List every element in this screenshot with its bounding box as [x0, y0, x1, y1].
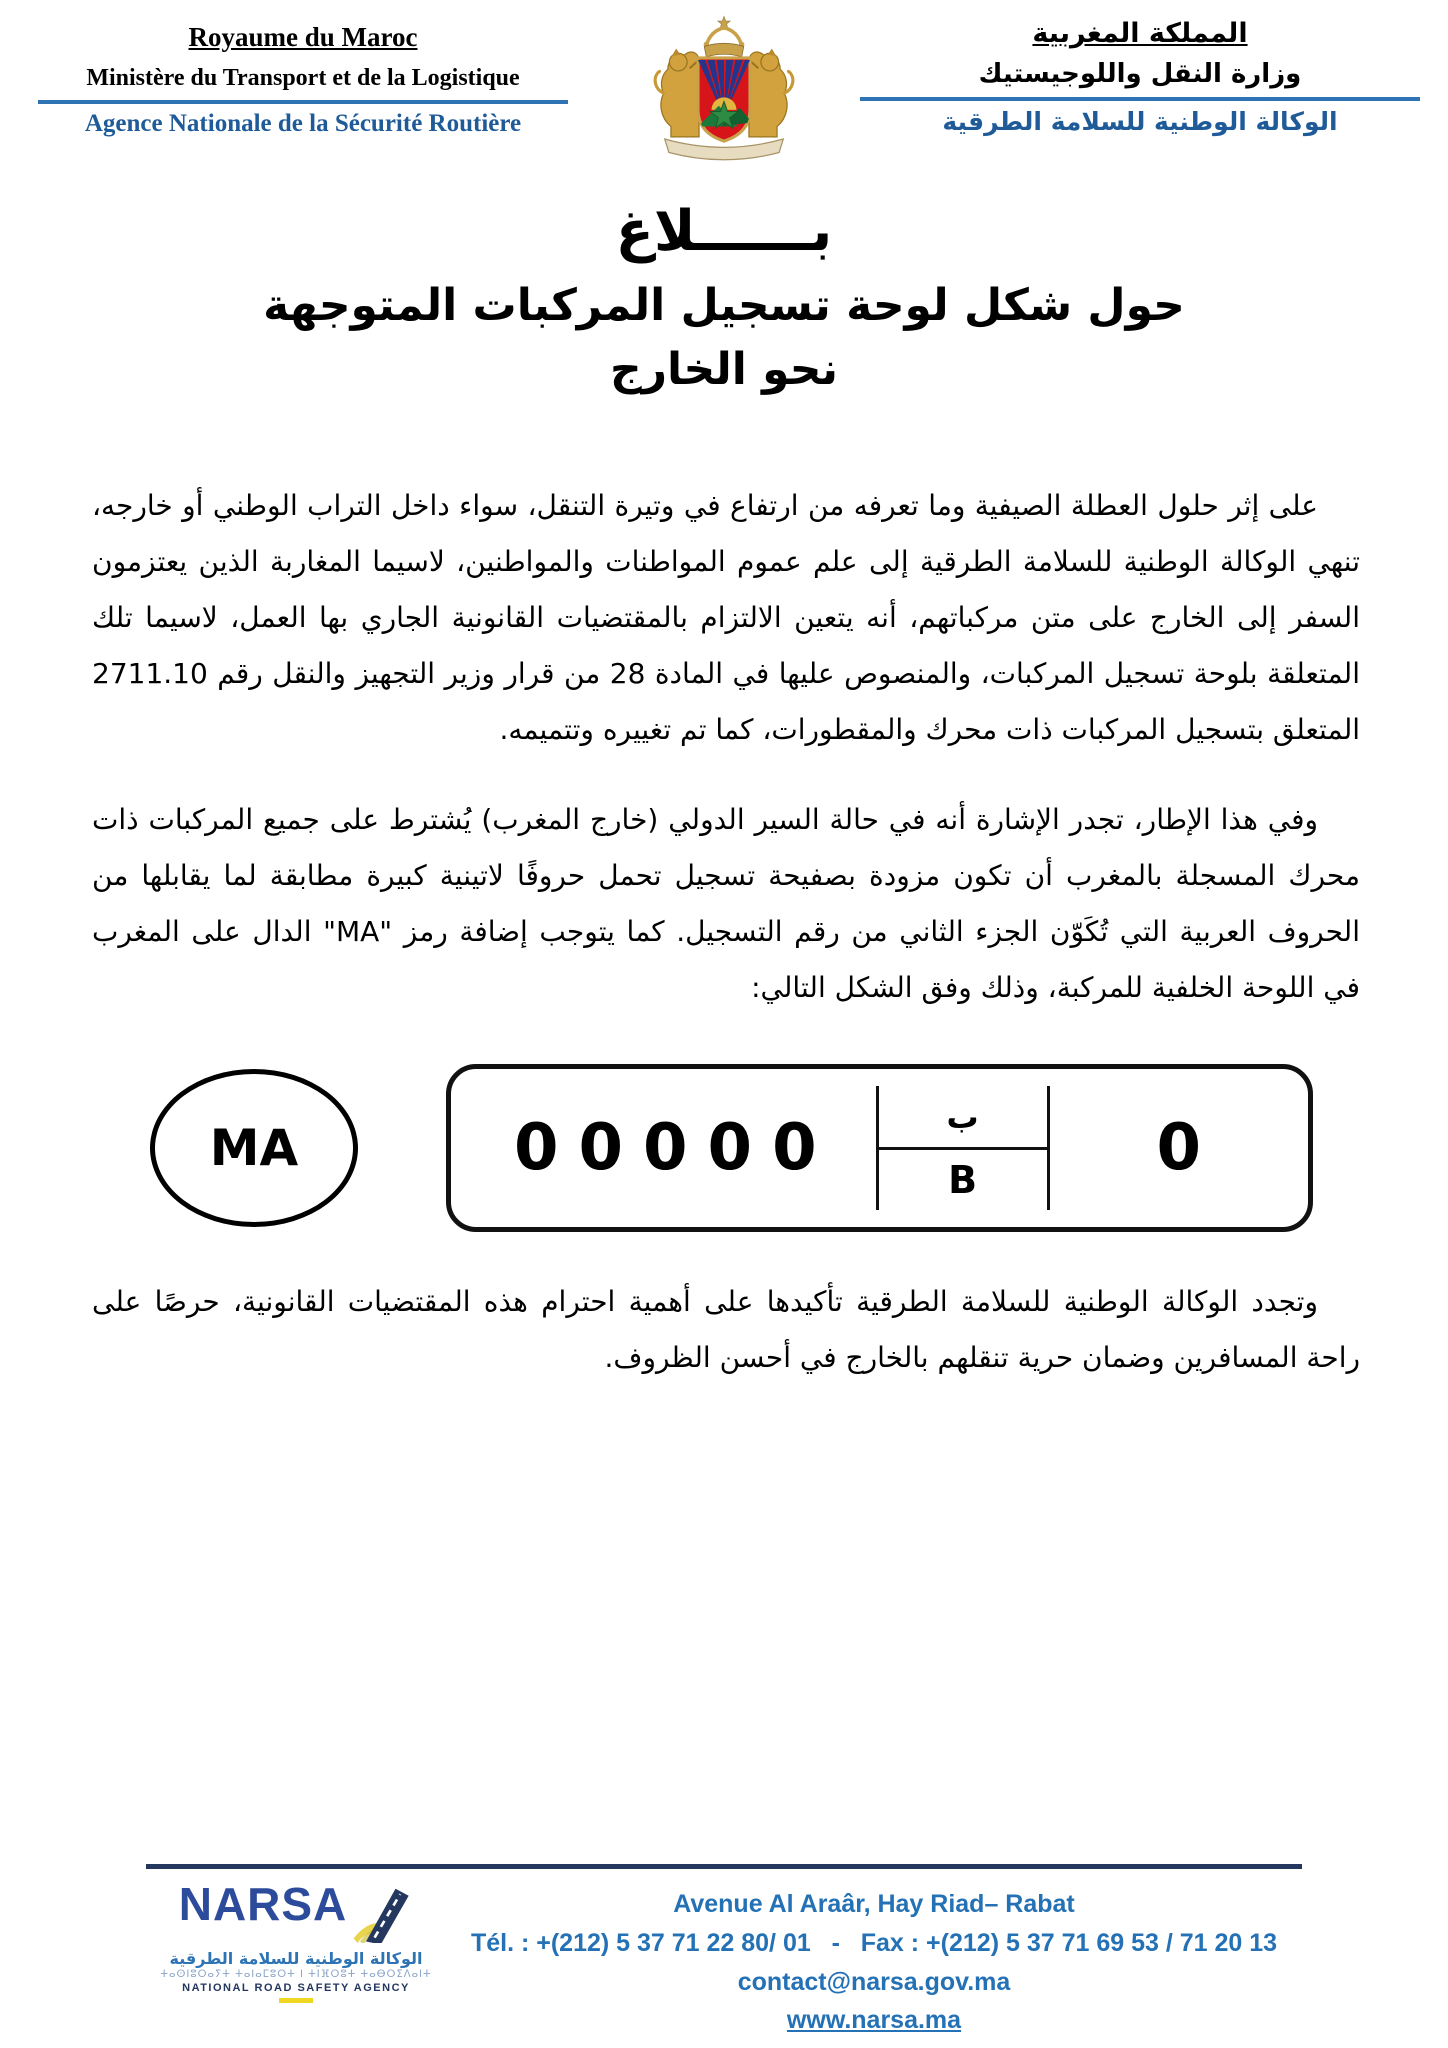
- footer-divider: [146, 1864, 1302, 1869]
- narsa-wordmark: NARSA: [178, 1878, 348, 1930]
- kingdom-title-fr: Royaume du Maroc: [188, 22, 418, 52]
- plate-outline: [446, 1064, 1313, 1232]
- header-arabic: [860, 18, 1420, 136]
- document-body: [0, 478, 1448, 1016]
- ministry-title-ar: وزارة النقل واللوجيستيك: [978, 59, 1302, 89]
- narsa-yellow-dash: [279, 1998, 313, 2003]
- footer-content: [146, 1877, 1302, 2040]
- footer-email: contact@narsa.gov.ma: [737, 1967, 1011, 1996]
- narsa-name-arabic: الوكالة الوطنية للسلامة الطرقية: [169, 1949, 423, 1968]
- paragraph-intro: على إثر حلول العطلة الصيفية وما تعرفه من ارتفاع في وتيرة التنقل، سواء داخل التراب الوطني أو خارجه، تنهي الوكالة الوطنية للسلامة الطرقية إلى علم عموم المواطنات والمواطنين، لاسيما المغاربة الذين يعتزمون السفر إلى الخارج على متن مركباتهم، أنه يتعين الالتزام بالمقتضيات القانونية الجاري بها العمل، لاسيما تلك المتعلقة بلوحة تسجيل المركبات، والمنصوص عليها في المادة 28 من قرار وزير التجهيز والنقل رقم 2711.10 المتعلق بتسجيل المركبات ذات محرك والمقطورات، كما تم تغييره وتتميمه.: [92, 489, 1360, 747]
- plate-letter-section: [876, 1086, 1050, 1210]
- document-body-closing: [0, 1274, 1448, 1386]
- morocco-coat-of-arms-icon: [646, 12, 802, 162]
- narsa-name-tifinagh: ⵜⴰⵙⵏⵓⵔⴰⵢⵜ ⵜⴰⵏⴰⵎⵓⵔⵜ ⵏ ⵜⵏⴼⵔⵓⵜ ⵜⴰⴱⵔⵉⴷⴰⵏⵜ: [160, 1969, 432, 1980]
- license-plate-diagram: [150, 1064, 1313, 1232]
- kingdom-title-ar: المملكة المغربية: [1032, 18, 1248, 49]
- document-title: [0, 196, 1448, 400]
- paragraph-closing: وتجدد الوكالة الوطنية للسلامة الطرقية تأكيدها على أهمية احترام هذه المقتضيات القانونية، حرصًا على راحة المسافرين وضمان حرية تنقلهم بالخارج في أحسن الظروف.: [92, 1285, 1360, 1375]
- narsa-logo-row: [146, 1878, 446, 1947]
- footer-contact-block: [446, 1877, 1302, 2040]
- header-divider-left: [38, 100, 568, 104]
- country-code-oval: [150, 1069, 358, 1227]
- title-subject-line2: نحو الخارج: [609, 343, 838, 395]
- narsa-road-icon: [347, 1881, 413, 1947]
- plate-latin-letter: B: [948, 1158, 978, 1203]
- narsa-logo: [146, 1877, 446, 2003]
- header-french: [38, 22, 568, 138]
- agency-title-fr: Agence Nationale de la Sécurité Routière: [84, 110, 522, 137]
- footer: [146, 1864, 1302, 2040]
- narsa-name-english: NATIONAL ROAD SAFETY AGENCY: [182, 1982, 410, 1994]
- plate-region-digit: 0: [1156, 1111, 1202, 1186]
- ministry-title-fr: Ministère du Transport et de la Logistique: [86, 65, 520, 91]
- plate-serial-digits: 00000: [513, 1111, 837, 1186]
- footer-address: Avenue Al Araâr, Hay Riad– Rabat: [673, 1890, 1075, 1918]
- agency-title-ar: الوكالة الوطنية للسلامة الطرقية: [942, 107, 1338, 136]
- paragraph-requirements: وفي هذا الإطار، تجدر الإشارة أنه في حالة السير الدولي (خارج المغرب) يُشترط على جميع المركبات ذات محرك المسجلة بالمغرب أن تكون مزودة بصفيحة تسجيل تحمل حروفًا لاتينية كبيرة مطابقة لما يقابلها من الحروف العربية التي تُكَوّن الجزء الثاني من رقم التسجيل. كما يتوجب إضافة رمز "MA" الدال على المغرب في اللوحة الخلفية للمركبة، وذلك وفق الشكل التالي:: [92, 803, 1360, 1005]
- header-divider-right: [860, 97, 1420, 101]
- country-code-label: MA: [209, 1119, 299, 1178]
- plate-arabic-letter: ب: [879, 1086, 1047, 1150]
- footer-tel-fax: Tél. : +(212) 5 37 71 22 80/ 01 - Fax : +(212) 5 37 71 69 53 / 71 20 13: [470, 1928, 1278, 1957]
- title-word-communique: بــــــلاغ: [615, 199, 833, 264]
- title-subject-line: حول شكل لوحة تسجيل المركبات المتوجهة: [263, 279, 1185, 331]
- footer-website-link[interactable]: www.narsa.ma: [786, 2006, 962, 2035]
